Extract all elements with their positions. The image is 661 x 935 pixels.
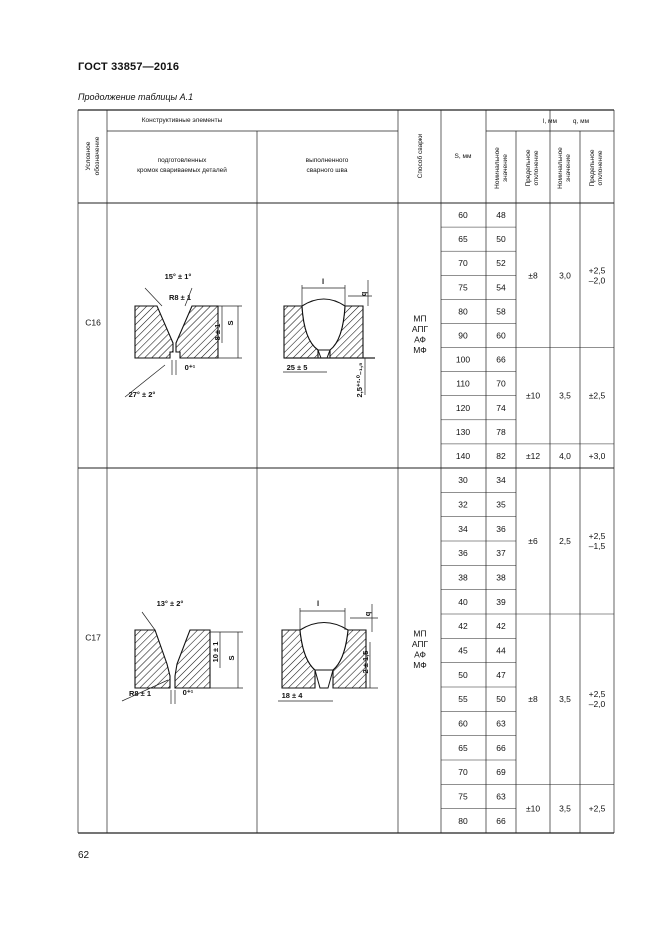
- header-prepared-edges: кромок свариваемых деталей: [137, 167, 227, 174]
- dim-radius-prepared-c17: R8 ± 1: [128, 689, 152, 698]
- s-value: 40: [458, 596, 468, 607]
- dim-q-weld: q: [359, 291, 368, 297]
- l-nominal: 36: [496, 523, 506, 534]
- welding-method: АФ: [414, 334, 426, 345]
- s-value: 55: [458, 694, 468, 705]
- s-value: 38: [458, 572, 468, 583]
- l-nominal: 66: [496, 815, 506, 826]
- header-weld: выполненного: [305, 157, 349, 164]
- welding-method: МФ: [413, 660, 427, 670]
- dim-width-weld: 25 ± 5: [286, 363, 308, 372]
- q-deviation: +2,5: [588, 689, 606, 700]
- s-value: 60: [458, 210, 468, 221]
- header-structural-elements: Конструктивные элементы: [141, 117, 223, 124]
- dim-root-weld: 2,5⁺²·⁰₋₁,₅: [355, 362, 364, 398]
- s-value: 65: [458, 742, 468, 753]
- q-deviation: –1,5: [588, 541, 606, 551]
- header-subcolumn: Предельное: [525, 149, 532, 187]
- header-subcolumn: значение: [565, 154, 572, 182]
- row-code: С16: [85, 317, 101, 328]
- dim-bevel-prepared: 27° ± 2°: [128, 390, 156, 399]
- dim-root-weld-c17: 2 ± 1,5: [361, 650, 370, 674]
- s-value: 100: [455, 354, 471, 365]
- l-nominal: 39: [496, 596, 506, 607]
- q-deviation: +2,5: [588, 531, 606, 541]
- l-nominal: 34: [496, 475, 506, 486]
- welding-method: АФ: [414, 649, 426, 660]
- l-nominal: 52: [496, 258, 506, 269]
- s-value: 70: [458, 258, 468, 269]
- l-nominal: 63: [496, 718, 506, 729]
- s-value: 130: [455, 426, 471, 437]
- dim-gap-prepared: 0⁺¹: [184, 363, 196, 372]
- s-value: 75: [458, 791, 468, 802]
- q-deviation: –2,0: [588, 699, 606, 710]
- welding-method: АПГ: [411, 324, 429, 334]
- dim-l-weld: l: [321, 277, 325, 286]
- q-deviation: +2,5: [588, 265, 606, 276]
- header-prepared-edges: подготовленных: [157, 157, 207, 164]
- header-subcolumn: Номинальное: [494, 147, 501, 189]
- s-value: 36: [458, 548, 468, 559]
- s-value: 45: [458, 645, 468, 656]
- q-nominal: 2,5: [559, 536, 571, 546]
- l-nominal: 63: [496, 791, 506, 802]
- header-l: l, мм: [543, 118, 557, 125]
- l-deviation: ±12: [525, 450, 541, 461]
- weld-root: [318, 350, 330, 358]
- welding-method: МП: [413, 313, 427, 324]
- dim-height-prepared-c17: 10 ± 1: [211, 641, 220, 663]
- dim-s-prepared: S: [226, 320, 235, 326]
- l-deviation: ±10: [525, 390, 541, 401]
- l-nominal: 50: [496, 694, 506, 705]
- q-nominal: 3,0: [559, 270, 571, 281]
- welding-method: МФ: [413, 345, 427, 355]
- table-continuation: Продолжение таблицы А.1: [78, 92, 194, 102]
- s-value: 80: [458, 306, 468, 317]
- s-value: 80: [458, 815, 468, 826]
- s-value: 50: [458, 669, 468, 680]
- l-nominal: 70: [496, 378, 506, 389]
- dim-angle-prepared-c17: 13° ± 2°: [156, 599, 184, 608]
- plate-right-prepared: [176, 306, 218, 358]
- header-s: S, мм: [454, 153, 472, 160]
- q-nominal: 3,5: [559, 803, 571, 814]
- page-number: 62: [78, 850, 90, 861]
- l-nominal: 60: [496, 330, 506, 341]
- dim-angle-line: [145, 288, 162, 306]
- s-value: 34: [458, 523, 468, 534]
- dim-q-weld-c17: q: [363, 611, 372, 617]
- s-value: 120: [455, 402, 471, 413]
- s-value: 90: [458, 330, 468, 341]
- s-value: 32: [458, 499, 468, 510]
- header-designation: обозначение: [94, 136, 101, 176]
- s-value: 65: [458, 234, 468, 245]
- l-deviation: ±6: [528, 536, 538, 546]
- q-nominal: 4,0: [559, 450, 571, 461]
- dim-width-weld-c17: 18 ± 4: [281, 691, 303, 700]
- welding-method: МП: [413, 628, 427, 639]
- s-value: 140: [455, 450, 471, 461]
- q-deviation: –2,0: [588, 275, 606, 286]
- s-value: 110: [456, 378, 470, 389]
- l-nominal: 50: [496, 234, 506, 245]
- welding-method: АПГ: [411, 639, 429, 649]
- header-subcolumn: отклонение: [533, 150, 540, 186]
- header-method: Способ сварки: [417, 133, 424, 179]
- l-deviation: ±10: [525, 803, 541, 814]
- l-nominal: 74: [496, 402, 506, 413]
- q-nominal: 3,5: [559, 390, 571, 401]
- l-nominal: 54: [496, 282, 506, 293]
- l-nominal: 66: [496, 742, 506, 753]
- header-weld: сварного шва: [306, 167, 348, 174]
- l-nominal: 69: [496, 767, 506, 778]
- standard-title: ГОСТ 33857—2016: [78, 61, 180, 73]
- l-deviation: ±8: [528, 694, 538, 705]
- header-subcolumn: значение: [502, 154, 509, 182]
- dim-height-prepared: 8 ± 1: [213, 323, 222, 341]
- dim-l-weld-c17: l: [316, 599, 320, 608]
- l-nominal: 58: [496, 306, 506, 317]
- l-nominal: 66: [496, 354, 506, 365]
- header-q: q, мм: [572, 118, 590, 125]
- dim-angle-prepared: 15° ± 1°: [164, 272, 192, 281]
- row-code: С17: [85, 632, 101, 643]
- q-deviation: +3,0: [588, 450, 606, 461]
- s-value: 75: [458, 282, 468, 293]
- s-value: 70: [458, 767, 468, 778]
- l-nominal: 44: [496, 645, 506, 656]
- dim-radius-prepared: R8 ± 1: [168, 293, 192, 302]
- s-value: 42: [458, 621, 468, 632]
- l-nominal: 48: [496, 210, 506, 221]
- l-nominal: 78: [496, 426, 506, 437]
- weld-root-c17: [315, 670, 333, 688]
- l-nominal: 82: [496, 450, 506, 461]
- s-value: 60: [458, 718, 468, 729]
- q-deviation: +2,5: [588, 803, 606, 814]
- s-value: 30: [458, 475, 468, 486]
- dim-angle-line: [142, 612, 155, 630]
- header-designation: Условное: [85, 141, 92, 171]
- plate-left-prepared-c17: [135, 630, 170, 688]
- l-nominal: 37: [496, 548, 506, 559]
- q-deviation: ±2,5: [588, 390, 606, 401]
- plate-left-prepared: [135, 306, 173, 358]
- plate-right-prepared-c17: [175, 630, 210, 688]
- q-nominal: 3,5: [559, 694, 571, 705]
- l-nominal: 47: [496, 669, 506, 680]
- l-nominal: 42: [496, 621, 506, 632]
- l-nominal: 35: [496, 499, 506, 510]
- header-subcolumn: отклонение: [597, 150, 604, 186]
- dim-s-prepared-c17: S: [227, 655, 236, 661]
- dim-gap-prepared-c17: 0⁺¹: [182, 688, 194, 697]
- header-subcolumn: Предельное: [589, 149, 596, 187]
- header-subcolumn: Номинальное: [557, 147, 564, 189]
- l-deviation: ±8: [528, 270, 538, 281]
- l-nominal: 38: [496, 572, 506, 583]
